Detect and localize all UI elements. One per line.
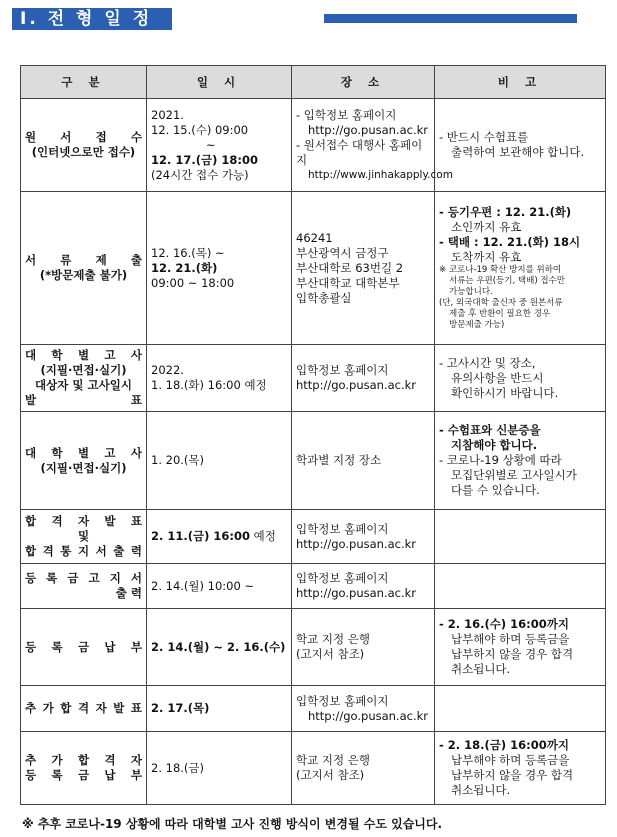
footnote: ※ 추후 코로나-19 상황에 따라 대학별 고사 진행 방식이 변경될 수도 있습니다. bbox=[22, 817, 443, 831]
section-title: Ⅰ. 전 형 일 정 bbox=[12, 8, 172, 30]
category-cell: 대 학 별 고 사 (지필·면접·실기) 대상자 및 고사일시 발 표 bbox=[21, 345, 147, 412]
date-cell: 2. 17.(목) bbox=[147, 686, 292, 732]
table-row bbox=[21, 564, 606, 609]
table-row bbox=[21, 412, 606, 510]
note-cell: - 등기우편 : 12. 21.(화) 소인까지 유효 - 택배 : 12. 21.(화) 18시 도착까지 유효 ※ 코로나-19 확산 방지를 위하여 서류는 우편(등기, 택배) 접수만 가능합니다. (단, 외국대학 출신자 중 원본서류 제출 후 반환이 필요한 경우 방문제출 가능) bbox=[435, 192, 606, 345]
header-note: 비 고 bbox=[435, 66, 606, 99]
place-cell: 입학정보 홈페이지 http://go.pusan.ac.kr bbox=[292, 564, 435, 609]
header-datetime: 일 시 bbox=[147, 66, 292, 99]
note-cell: - 2. 16.(수) 16:00까지 납부해야 하며 등록금을 납부하지 않을 경우 합격 취소됩니다. bbox=[435, 609, 606, 686]
note-cell: - 반드시 수험표를 출력하여 보관해야 합니다. bbox=[435, 99, 606, 192]
header-place: 장 소 bbox=[292, 66, 435, 99]
title-rule bbox=[324, 14, 577, 23]
date-cell: 2. 14.(월) 10:00 ~ bbox=[147, 564, 292, 609]
note-cell bbox=[435, 686, 606, 732]
date-cell: 2. 14.(월) ~ 2. 16.(수) bbox=[147, 609, 292, 686]
header-category: 구 분 bbox=[21, 66, 147, 99]
place-cell: 입학정보 홈페이지 http://go.pusan.ac.kr bbox=[292, 510, 435, 564]
category-cell: 합 격 자 발 표 및 합 격 통 지 서 출 력 bbox=[21, 510, 147, 564]
place-cell: 학교 지정 은행 (고지서 참조) bbox=[292, 609, 435, 686]
table-row bbox=[21, 192, 606, 345]
date-cell: 12. 16.(목) ~ 12. 21.(화) 09:00 ~ 18:00 bbox=[147, 192, 292, 345]
place-cell: - 입학정보 홈페이지 http://go.pusan.ac.kr - 원서접수 대행사 홈페이지 http://www.jinhakapply.com bbox=[292, 99, 435, 192]
note-cell: - 수험표와 신분증을 지참해야 합니다. - 코로나-19 상황에 따라 모집단위별로 고사일시가 다를 수 있습니다. bbox=[435, 412, 606, 510]
date-cell: 2. 11.(금) 16:00 예정 bbox=[147, 510, 292, 564]
place-cell: 46241 부산광역시 금정구 부산대학로 63번길 2 부산대학교 대학본부 입학총괄실 bbox=[292, 192, 435, 345]
table-row bbox=[21, 510, 606, 564]
table-row bbox=[21, 99, 606, 192]
date-cell: 1. 20.(목) bbox=[147, 412, 292, 510]
date-cell: 2021. 12. 15.(수) 09:00 ~ 12. 17.(금) 18:00 (24시간 접수 가능) bbox=[147, 99, 292, 192]
table-row bbox=[21, 732, 606, 805]
category-cell: 등 록 금 납 부 bbox=[21, 609, 147, 686]
place-cell: 입학정보 홈페이지 http://go.pusan.ac.kr bbox=[292, 345, 435, 412]
header-row bbox=[21, 66, 606, 99]
note-cell bbox=[435, 564, 606, 609]
category-cell: 서 류 제 출 (*방문제출 불가) bbox=[21, 192, 147, 345]
note-cell: - 2. 18.(금) 16:00까지 납부해야 하며 등록금을 납부하지 않을 경우 합격 취소됩니다. bbox=[435, 732, 606, 805]
category-cell: 등 록 금 고 지 서 출 력 bbox=[21, 564, 147, 609]
schedule-table bbox=[20, 65, 606, 805]
category-cell: 원 서 접 수 (인터넷으로만 접수) bbox=[21, 99, 147, 192]
category-cell: 추 가 합 격 자 발 표 bbox=[21, 686, 147, 732]
note-cell bbox=[435, 510, 606, 564]
date-cell: 2022. 1. 18.(화) 16:00 예정 bbox=[147, 345, 292, 412]
place-cell: 학과별 지정 장소 bbox=[292, 412, 435, 510]
table-row bbox=[21, 609, 606, 686]
table-row bbox=[21, 686, 606, 732]
place-cell: 학교 지정 은행 (고지서 참조) bbox=[292, 732, 435, 805]
table-row bbox=[21, 345, 606, 412]
category-cell: 대 학 별 고 사 (지필·면접·실기) bbox=[21, 412, 147, 510]
category-cell: 추 가 합 격 자 등 록 금 납 부 bbox=[21, 732, 147, 805]
place-cell: 입학정보 홈페이지 http://go.pusan.ac.kr bbox=[292, 686, 435, 732]
date-cell: 2. 18.(금) bbox=[147, 732, 292, 805]
note-cell: - 고사시간 및 장소, 유의사항을 반드시 확인하시기 바랍니다. bbox=[435, 345, 606, 412]
